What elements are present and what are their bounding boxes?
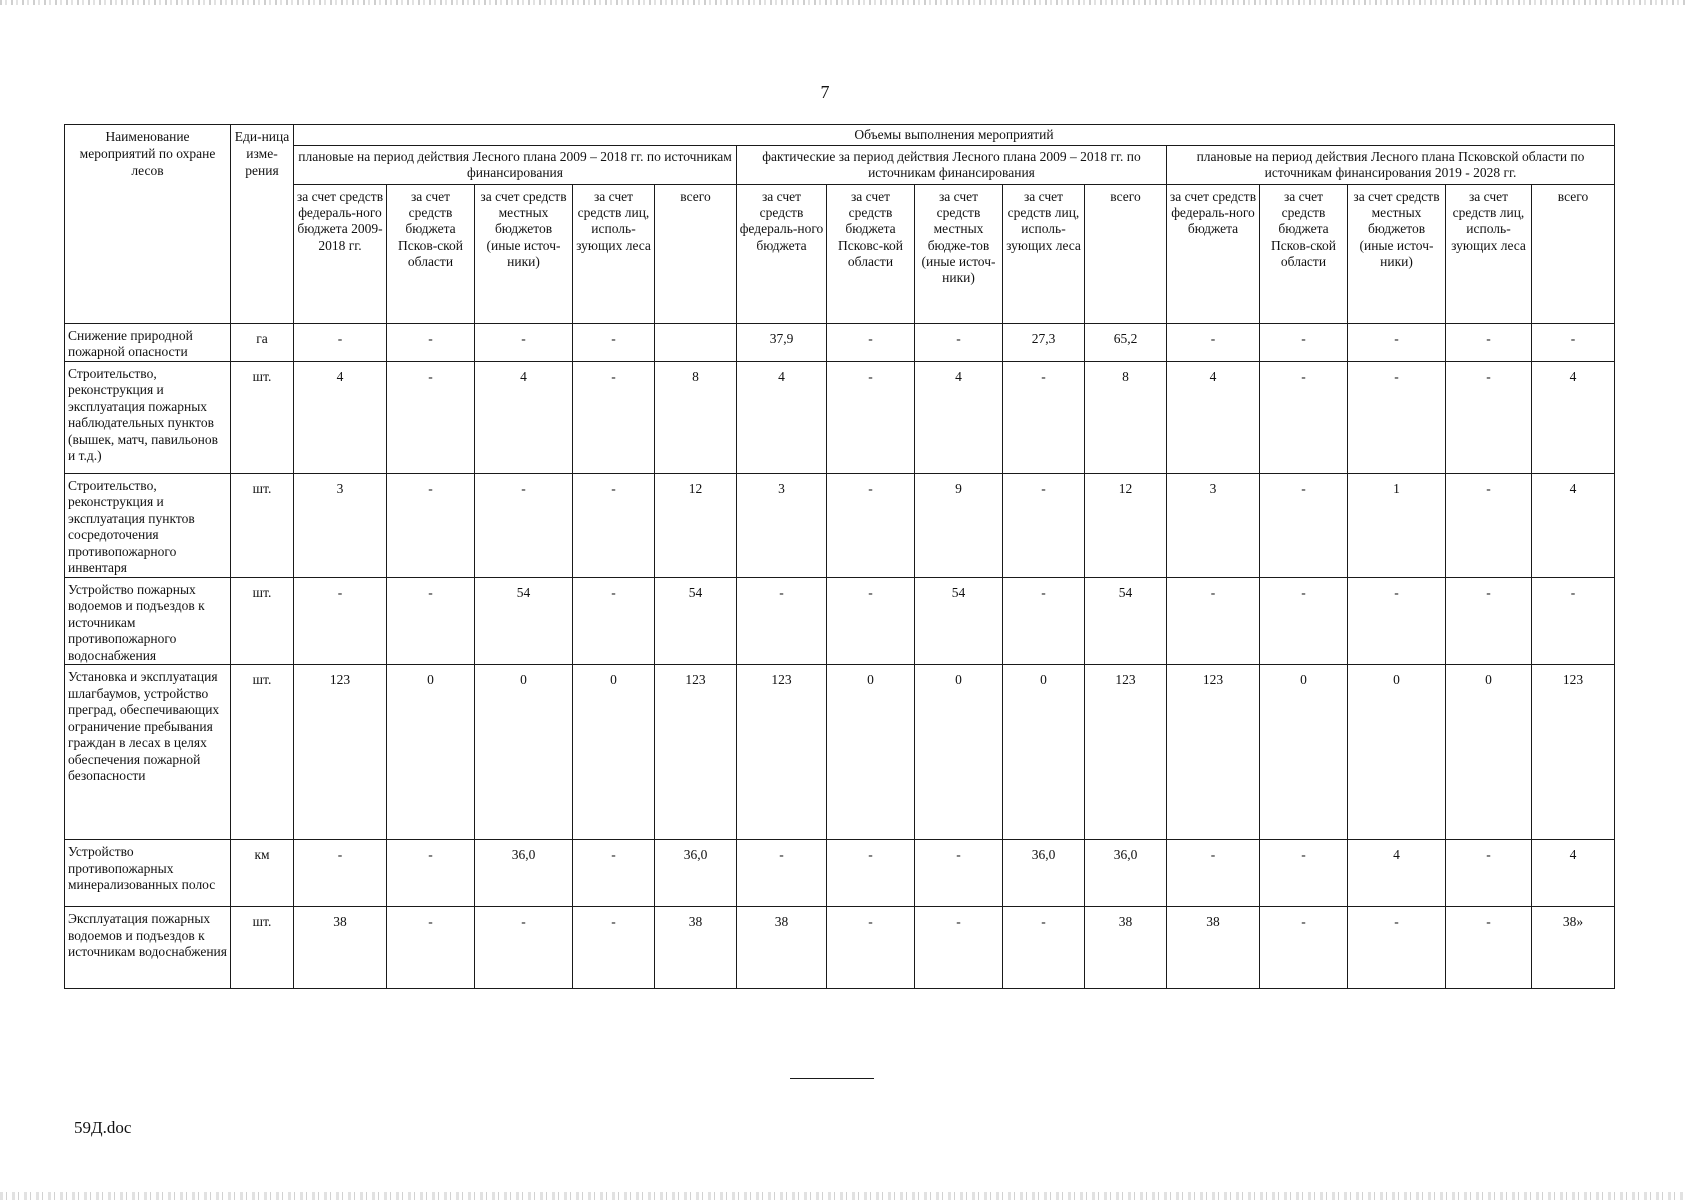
row-value: 123: [655, 665, 737, 840]
header-sub-11: за счет средств федераль-ного бюджета: [1167, 185, 1260, 324]
row-value: 54: [655, 577, 737, 664]
row-value: 37,9: [737, 324, 827, 362]
row-value: 38: [737, 907, 827, 989]
row-value: 65,2: [1085, 324, 1167, 362]
header-group-1: плановые на период действия Лесного плана 2009 – 2018 гг. по источникам финансирования: [294, 146, 737, 185]
row-value: 38: [1167, 907, 1260, 989]
row-value: 4: [475, 362, 573, 474]
table-row: [65, 362, 1615, 474]
header-name: Наименование мероприятий по охране лесов: [65, 125, 231, 324]
header-group-2: фактические за период действия Лесного плана 2009 – 2018 гг. по источникам финансирования: [737, 146, 1167, 185]
row-value: -: [387, 907, 475, 989]
header-group-row: [65, 146, 1615, 185]
row-value: -: [1003, 907, 1085, 989]
row-value: 123: [1532, 665, 1615, 840]
header-sub-8: за счет средств местных бюдже-тов (иные источ-ники): [915, 185, 1003, 324]
header-sub-14: за счет средств лиц, исполь-зующих леса: [1446, 185, 1532, 324]
row-name: Устройство пожарных водоемов и подъездов к источникам противопожарного водоснабжения: [65, 577, 231, 664]
row-name: Устройство противопожарных минерализованных полос: [65, 840, 231, 907]
table-row: [65, 577, 1615, 664]
row-value: -: [827, 474, 915, 578]
header-sub-1: за счет средств федераль-ного бюджета 2009-2018 гг.: [294, 185, 387, 324]
scan-edge-bottom: [0, 1192, 1686, 1200]
row-value: -: [475, 474, 573, 578]
row-name: Установка и эксплуатация шлагбаумов, устройство преград, обеспечивающих ограничение пребывания граждан в лесах в целях обеспечения пожарной безопасности: [65, 665, 231, 840]
row-value: -: [573, 840, 655, 907]
header-group-3: плановые на период действия Лесного плана Псковской области по источникам финансирования 2019 - 2028 гг.: [1167, 146, 1615, 185]
row-value: 0: [387, 665, 475, 840]
row-value: 36,0: [475, 840, 573, 907]
row-value: -: [1260, 362, 1348, 474]
header-sub-row: [65, 185, 1615, 324]
row-unit: шт.: [231, 577, 294, 664]
row-value: 0: [573, 665, 655, 840]
row-value: -: [827, 840, 915, 907]
header-sub-4: за счет средств лиц, исполь-зующих леса: [573, 185, 655, 324]
row-value: -: [1446, 324, 1532, 362]
row-unit: шт.: [231, 665, 294, 840]
table-body: [65, 324, 1615, 989]
row-value: 12: [655, 474, 737, 578]
row-value: -: [1348, 577, 1446, 664]
row-unit: шт.: [231, 362, 294, 474]
row-value: -: [827, 577, 915, 664]
row-value: 36,0: [1085, 840, 1167, 907]
row-value: -: [475, 907, 573, 989]
row-value: 3: [737, 474, 827, 578]
row-value: 3: [294, 474, 387, 578]
row-value: 4: [294, 362, 387, 474]
row-value: 123: [1167, 665, 1260, 840]
row-value: -: [1532, 324, 1615, 362]
row-value: -: [1167, 324, 1260, 362]
row-value: 0: [915, 665, 1003, 840]
row-unit: шт.: [231, 907, 294, 989]
row-value: 4: [1532, 840, 1615, 907]
row-value: 54: [915, 577, 1003, 664]
row-value: 0: [1446, 665, 1532, 840]
table-row: [65, 474, 1615, 578]
header-sub-13: за счет средств местных бюджетов (иные источ-ники): [1348, 185, 1446, 324]
row-value: [655, 324, 737, 362]
row-value: 54: [1085, 577, 1167, 664]
row-value: -: [1446, 577, 1532, 664]
row-value: 36,0: [1003, 840, 1085, 907]
row-value: 123: [294, 665, 387, 840]
row-value: 3: [1167, 474, 1260, 578]
header-sub-2: за счет средств бюджета Псков-ской области: [387, 185, 475, 324]
row-value: 36,0: [655, 840, 737, 907]
row-value: -: [1003, 577, 1085, 664]
table-row: [65, 324, 1615, 362]
row-name: Эксплуатация пожарных водоемов и подъездов к источникам водоснабжения: [65, 907, 231, 989]
row-value: 4: [915, 362, 1003, 474]
row-value: -: [1348, 362, 1446, 474]
file-name: 59Д.doc: [74, 1118, 132, 1137]
row-value: -: [737, 577, 827, 664]
row-value: -: [1003, 474, 1085, 578]
row-name: Строительство, реконструкция и эксплуатация пунктов сосредоточения противопожарного инвентаря: [65, 474, 231, 578]
row-value: 12: [1085, 474, 1167, 578]
row-value: -: [1260, 577, 1348, 664]
row-value: -: [1260, 474, 1348, 578]
row-value: -: [387, 840, 475, 907]
row-value: -: [827, 324, 915, 362]
row-value: 1: [1348, 474, 1446, 578]
row-value: 9: [915, 474, 1003, 578]
header-sub-6: за счет средств федераль-ного бюджета: [737, 185, 827, 324]
row-value: -: [387, 474, 475, 578]
row-value: 4: [1532, 362, 1615, 474]
row-unit: га: [231, 324, 294, 362]
scan-edge-top: [0, 0, 1686, 5]
row-value: -: [1446, 474, 1532, 578]
row-value: -: [573, 907, 655, 989]
table-row: [65, 907, 1615, 989]
header-sub-3: за счет средств местных бюджетов (иные источ-ники): [475, 185, 573, 324]
row-value: 0: [1003, 665, 1085, 840]
row-value: -: [387, 362, 475, 474]
row-value: -: [1446, 362, 1532, 474]
header-main: Объемы выполнения мероприятий: [294, 125, 1615, 146]
row-value: -: [387, 324, 475, 362]
row-value: 4: [1532, 474, 1615, 578]
row-value: -: [827, 362, 915, 474]
row-value: 8: [1085, 362, 1167, 474]
row-value: -: [1260, 324, 1348, 362]
header-unit: Еди-ница изме-рения: [231, 125, 294, 324]
row-value: 38: [655, 907, 737, 989]
row-value: 4: [1167, 362, 1260, 474]
header-sub-5: всего: [655, 185, 737, 324]
row-value: -: [1348, 907, 1446, 989]
row-value: -: [1167, 577, 1260, 664]
row-value: -: [573, 362, 655, 474]
row-value: -: [475, 324, 573, 362]
row-value: -: [1446, 840, 1532, 907]
row-value: -: [573, 324, 655, 362]
row-value: 0: [475, 665, 573, 840]
row-value: -: [387, 577, 475, 664]
row-name: Снижение природной пожарной опасности: [65, 324, 231, 362]
row-name: Строительство, реконструкция и эксплуатация пожарных наблюдательных пунктов (вышек, матч, павильонов и т.д.): [65, 362, 231, 474]
header-sub-10: всего: [1085, 185, 1167, 324]
row-value: -: [1446, 907, 1532, 989]
page-number: 7: [820, 82, 830, 102]
row-value: -: [573, 474, 655, 578]
row-value: 0: [1260, 665, 1348, 840]
row-value: -: [915, 840, 1003, 907]
table-row: [65, 840, 1615, 907]
row-value: 4: [1348, 840, 1446, 907]
row-value: -: [1532, 577, 1615, 664]
row-value: 38: [294, 907, 387, 989]
table-row: [65, 665, 1615, 840]
row-value: 123: [737, 665, 827, 840]
row-value: -: [827, 907, 915, 989]
row-value: 123: [1085, 665, 1167, 840]
header-sub-7: за счет средств бюджета Псковс-кой области: [827, 185, 915, 324]
row-value: -: [1260, 907, 1348, 989]
row-value: 8: [655, 362, 737, 474]
row-value: -: [1260, 840, 1348, 907]
row-value: -: [1167, 840, 1260, 907]
row-value: -: [1348, 324, 1446, 362]
forest-protection-table-wrap: [64, 124, 1615, 989]
row-unit: км: [231, 840, 294, 907]
row-value: -: [915, 324, 1003, 362]
row-value: -: [573, 577, 655, 664]
row-value: 54: [475, 577, 573, 664]
row-value: 27,3: [1003, 324, 1085, 362]
row-value: 38: [1085, 907, 1167, 989]
row-value: 0: [827, 665, 915, 840]
bottom-rule: [790, 1078, 874, 1079]
row-value: -: [294, 324, 387, 362]
row-value: -: [915, 907, 1003, 989]
row-value: 38»: [1532, 907, 1615, 989]
header-sub-12: за счет средств бюджета Псков-ской области: [1260, 185, 1348, 324]
row-value: -: [1003, 362, 1085, 474]
row-value: -: [294, 577, 387, 664]
header-sub-15: всего: [1532, 185, 1615, 324]
row-value: -: [737, 840, 827, 907]
forest-protection-table: [64, 124, 1615, 989]
row-value: 4: [737, 362, 827, 474]
row-unit: шт.: [231, 474, 294, 578]
row-value: 0: [1348, 665, 1446, 840]
header-sub-9: за счет средств лиц, исполь-зующих леса: [1003, 185, 1085, 324]
row-value: -: [294, 840, 387, 907]
